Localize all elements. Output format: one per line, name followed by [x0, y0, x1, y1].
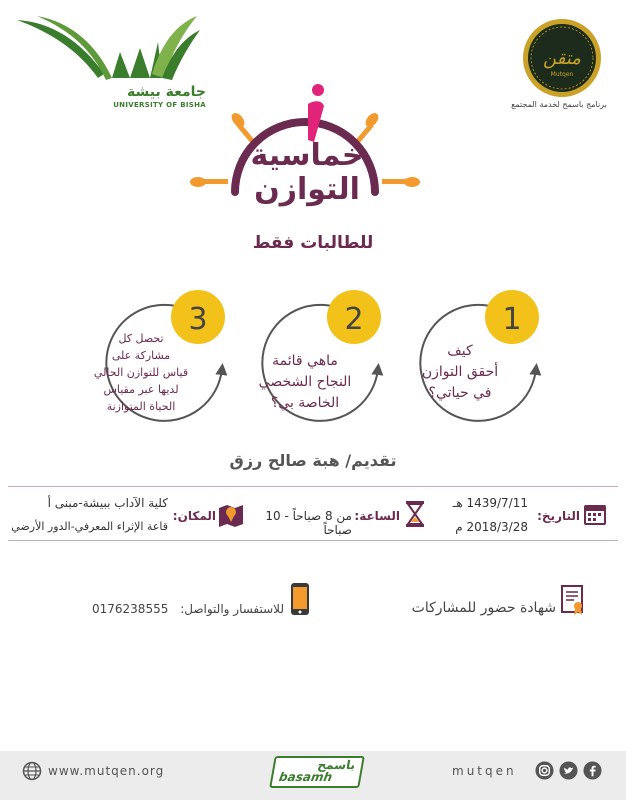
mutqen-seal-sub: Mutqen [550, 71, 574, 78]
social-handle: mutqen [452, 764, 517, 778]
presenter: تقديم/ هبة صالح رزق [229, 451, 397, 470]
basamh-logo-en: basamh [277, 770, 334, 784]
step-1-number: 1 [502, 302, 522, 337]
place-label: المكان: [172, 509, 216, 523]
contact-phone: 0176238555 [92, 602, 169, 616]
calendar-icon [582, 501, 608, 527]
place-line-1: كلية الآداب ببيشة-مبنى أ [47, 496, 168, 510]
step-2-number: 2 [344, 302, 364, 337]
mobile-phone-icon [290, 582, 310, 616]
time-value: من 8 صباحاً - 10 صباحاً [265, 509, 352, 537]
twitter-icon[interactable] [559, 761, 578, 780]
step-3-text: تحصل كل مشاركة على قياس للتوازن الحالي لديها عبر مقياس الحياة المتوازنة [93, 332, 189, 413]
details-divider-top [8, 486, 618, 487]
title-line-1: خماسية [250, 138, 364, 173]
hourglass-icon [404, 500, 426, 528]
map-pin-icon [218, 500, 244, 528]
audience-note: للطالبات فقط [252, 233, 374, 253]
mutqen-tagline: برنامج باسمح لخدمة المجتمع [511, 100, 607, 109]
globe-icon [22, 761, 42, 781]
university-name-english: UNIVERSITY OF BISHA [113, 101, 206, 109]
basamh-logo-ar: باسمح [316, 758, 357, 772]
facebook-icon[interactable] [583, 761, 602, 780]
step-3-number: 3 [188, 302, 208, 337]
mutqen-seal-logo [522, 18, 602, 98]
step-2-text: ماهي قائمة النجاح الشخصي الخاصة بي؟ [258, 353, 352, 411]
place-line-2: قاعة الإثراء المعرفي-الدور الأرضي [11, 520, 168, 533]
basamh-logo [269, 756, 365, 788]
certificate-icon [560, 584, 586, 616]
certificate-note: شهادة حضور للمشاركات [411, 600, 556, 616]
time-label: الساعة: [354, 509, 400, 523]
date-label: التاريخ: [537, 509, 580, 523]
contact-label: للاستفسار والتواصل: [180, 602, 284, 616]
mutqen-seal-text: متقن [543, 48, 581, 69]
date-hijri: 1439/7/11 هـ [452, 496, 528, 510]
website-link[interactable]: www.mutqen.org [48, 764, 165, 778]
title-line-2: التوازن [254, 172, 360, 207]
date-gregorian: 2018/3/28 م [455, 520, 528, 534]
details-divider-bottom [8, 540, 618, 541]
university-name-arabic: جامعة بيشة [127, 84, 206, 100]
step-1-text: كيف أحقق التوازن في حياتي؟ [421, 343, 499, 401]
instagram-icon[interactable] [535, 761, 554, 780]
